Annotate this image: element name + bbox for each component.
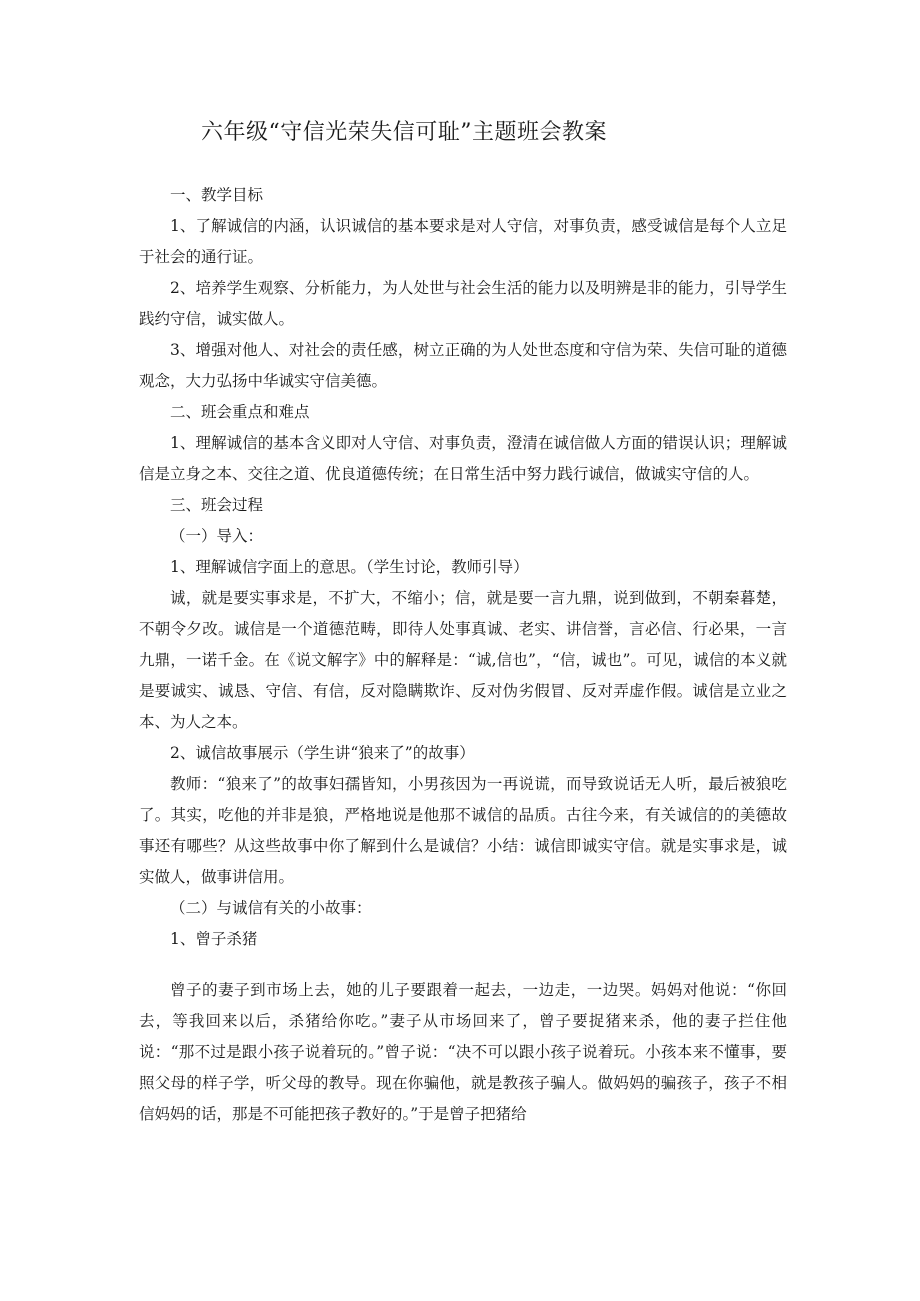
section-heading-objectives: 一、教学目标 (170, 186, 264, 204)
paragraph-key-point-1: 1、理解诚信的基本含义即对人守信、对事负责，澄清在诚信做人方面的错误认识；理解诚信是立身之本、交往之道、优良道德传统；在日常生活中努力践行诚信，做诚实守信的人。 (139, 434, 787, 483)
document-body (139, 180, 787, 1130)
paragraph-literal-meaning: 1、理解诚信字面上的意思。（学生讨论，教师引导） (170, 558, 529, 576)
subheading-introduction: （一）导入： (170, 527, 264, 545)
paragraph-teacher-remarks: 教师：“狼来了”的故事妇孺皆知，小男孩因为一再说谎，而导致说话无人听，最后被狼吃了。其实，吃他的并非是狼，严格地说是他那不诚信的品质。古往今来，有关诚信的的美德故事还有哪些？从这些故事中你了解到什么是诚信？小结：诚信即诚实守信。就是实事求是，诚实做人，做事讲信用。 (139, 775, 787, 886)
section-heading-process: 三、班会过程 (170, 496, 264, 514)
paragraph-definition: 诚，就是要实事求是，不扩大，不缩小；信，就是要一言九鼎，说到做到，不朝秦暮楚，不朝令夕改。诚信是一个道德范畴，即待人处事真诚、老实、讲信誉，言必信、行必果，一言九鼎，一诺千金。在《说文解字》中的解释是：“诚,信也”，“信，诚也”。可见，诚信的本义就是要诚实、诚恳、守信、有信，反对隐瞒欺诈、反对伪劣假冒、反对弄虚作假。诚信是立业之本、为人之本。 (139, 589, 787, 731)
paragraph-objective-3: 3、增强对他人、对社会的责任感，树立正确的为人处世态度和守信为荣、失信可耻的道德观念，大力弘扬中华诚实守信美德。 (139, 341, 787, 390)
section-heading-key-points: 二、班会重点和难点 (170, 403, 310, 421)
document-title: 六年级“守信光荣失信可耻”主题班会教案 (201, 120, 607, 145)
paragraph-zengzi-story: 曾子的妻子到市场上去，她的儿子要跟着一起去，一边走，一边哭。妈妈对他说：“你回去，等我回来以后，杀猪给你吃。”妻子从市场回来了，曾子要捉猪来杀，他的妻子拦住他说：“那不过是跟小孩子说着玩的。”曾子说：“决不可以跟小孩子说着玩。小孩本来不懂事，要照父母的样子学，听父母的教导。现在你骗他，就是教孩子骗人。做妈妈的骗孩子，孩子不相信妈妈的话，那是不可能把孩子教好的。”于是曾子把猪给 (139, 981, 787, 1123)
paragraph-objective-2: 2、培养学生观察、分析能力，为人处世与社会生活的能力以及明辨是非的能力，引导学生践约守信，诚实做人。 (139, 279, 787, 328)
paragraph-objective-1: 1、了解诚信的内涵，认识诚信的基本要求是对人守信，对事负责，感受诚信是每个人立足于社会的通行证。 (139, 217, 787, 266)
paragraph-story-display: 2、诚信故事展示（学生讲“狼来了”的故事） (170, 744, 475, 762)
story-title-zengzi: 1、曾子杀猪 (170, 930, 258, 948)
subheading-stories: （二）与诚信有关的小故事： (170, 899, 372, 917)
